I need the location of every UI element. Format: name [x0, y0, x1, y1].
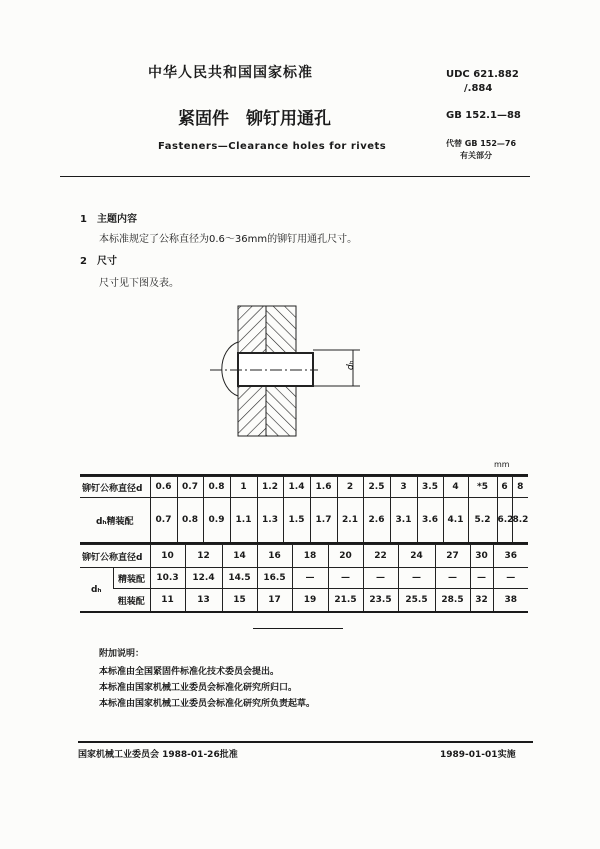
- table-cell: 16.5: [257, 568, 292, 589]
- table-cell: 14.5: [222, 568, 257, 589]
- table-cell: 38: [493, 589, 528, 612]
- note-line: 本标准由全国紧固件标准化技术委员会提出。: [99, 667, 280, 677]
- table-row: [80, 477, 528, 498]
- table-cell: 21.5: [328, 589, 363, 612]
- table-cell: 5.2: [468, 498, 497, 543]
- table-cell: 30: [470, 545, 493, 568]
- row-header: 粗装配: [113, 589, 150, 612]
- table-cell: 3: [390, 477, 417, 498]
- table-cell: 1.4: [283, 477, 310, 498]
- table-cell: 4: [443, 477, 468, 498]
- clearance-table-large: [80, 544, 528, 612]
- table-cell: 25.5: [398, 589, 435, 612]
- table-cell: 36: [493, 545, 528, 568]
- table-cell: 28.5: [435, 589, 470, 612]
- table-row: [80, 589, 528, 612]
- notes-heading: 附加说明：: [99, 649, 145, 659]
- table-cell: —: [363, 568, 398, 589]
- udc-code-cont: /.884: [464, 83, 493, 94]
- effective-date: 1989-01-01实施: [440, 750, 516, 760]
- table-cell: 11: [150, 589, 185, 612]
- table-cell: —: [292, 568, 328, 589]
- table-cell: 13: [185, 589, 222, 612]
- table-cell: 19: [292, 589, 328, 612]
- table-cell: 17: [257, 589, 292, 612]
- table-cell: 22: [363, 545, 398, 568]
- row-header: 精装配: [113, 568, 150, 589]
- table-cell: 0.6: [150, 477, 177, 498]
- table-cell: 10: [150, 545, 185, 568]
- document-title-en: Fasteners—Clearance holes for rivets: [158, 141, 387, 152]
- table-cell: 2: [337, 477, 363, 498]
- clearance-table-small: [80, 476, 528, 543]
- table-cell: 8.2: [512, 498, 528, 543]
- table-cell: 1: [230, 477, 257, 498]
- table-cell: 14: [222, 545, 257, 568]
- note-line: 本标准由国家机械工业委员会标准化研究所归口。: [99, 683, 298, 693]
- approval-date: 国家机械工业委员会 1988-01-26批准: [78, 750, 238, 760]
- replaces-note: 代替 GB 152—76: [446, 139, 517, 148]
- table-cell: 8: [512, 477, 528, 498]
- table-row: [80, 498, 528, 543]
- replaces-note-cont: 有关部分: [460, 151, 492, 160]
- table-cell: 0.8: [177, 498, 203, 543]
- table-cell: 6.2: [497, 498, 512, 543]
- table-cell: 4.1: [443, 498, 468, 543]
- table-cell: 10.3: [150, 568, 185, 589]
- table-cell: —: [398, 568, 435, 589]
- table-cell: 1.1: [230, 498, 257, 543]
- table-cell: *5: [468, 477, 497, 498]
- rivet-hole-figure: [200, 290, 370, 470]
- table-cell: 12.4: [185, 568, 222, 589]
- table-cell: —: [470, 568, 493, 589]
- table-cell: 1.3: [257, 498, 283, 543]
- table-row: [80, 545, 528, 568]
- table-cell: —: [493, 568, 528, 589]
- section-2-heading: 2 尺寸: [80, 256, 117, 267]
- note-line: 本标准由国家机械工业委员会标准化研究所负责起草。: [99, 699, 316, 709]
- table-cell: 12: [185, 545, 222, 568]
- table-row: [80, 568, 528, 589]
- table-cell: 3.1: [390, 498, 417, 543]
- table-cell: 16: [257, 545, 292, 568]
- table-cell: 1.6: [310, 477, 337, 498]
- table-cell: 24: [398, 545, 435, 568]
- table-cell: 3.5: [417, 477, 443, 498]
- table-cell: 27: [435, 545, 470, 568]
- row-header: 铆钉公称直径d: [80, 545, 150, 568]
- document-title-cn: 紧固件 铆钉用通孔: [178, 109, 331, 129]
- group-header: dₕ: [80, 568, 113, 612]
- gb-number: GB 152.1—88: [446, 110, 521, 121]
- table-cell: 2.5: [363, 477, 390, 498]
- udc-code: UDC 621.882: [446, 69, 519, 80]
- national-standard-heading: 中华人民共和国国家标准: [148, 65, 313, 81]
- table-cell: 0.9: [203, 498, 230, 543]
- table-cell: 18: [292, 545, 328, 568]
- unit-label: mm: [494, 460, 510, 469]
- table-cell: 0.7: [150, 498, 177, 543]
- table-cell: 1.5: [283, 498, 310, 543]
- table-cell: 32: [470, 589, 493, 612]
- table-cell: 1.7: [310, 498, 337, 543]
- table-cell: —: [435, 568, 470, 589]
- table-cell: 3.6: [417, 498, 443, 543]
- table-cell: 23.5: [363, 589, 398, 612]
- table-cell: 15: [222, 589, 257, 612]
- table-cell: 1.2: [257, 477, 283, 498]
- section-2-body: 尺寸见下图及表。: [99, 278, 179, 289]
- row-header: dₕ精装配: [80, 498, 150, 543]
- section-1-body: 本标准规定了公称直径为0.6～36mm的铆钉用通孔尺寸。: [99, 234, 358, 245]
- table-cell: 6: [497, 477, 512, 498]
- table-cell: —: [328, 568, 363, 589]
- table-cell: 2.6: [363, 498, 390, 543]
- table-cell: 0.7: [177, 477, 203, 498]
- table-cell: 0.8: [203, 477, 230, 498]
- row-header: 铆钉公称直径d: [80, 477, 150, 498]
- dimension-label: dₕ: [346, 360, 356, 370]
- section-1-heading: 1 主题内容: [80, 214, 137, 225]
- table-cell: 2.1: [337, 498, 363, 543]
- table-cell: 20: [328, 545, 363, 568]
